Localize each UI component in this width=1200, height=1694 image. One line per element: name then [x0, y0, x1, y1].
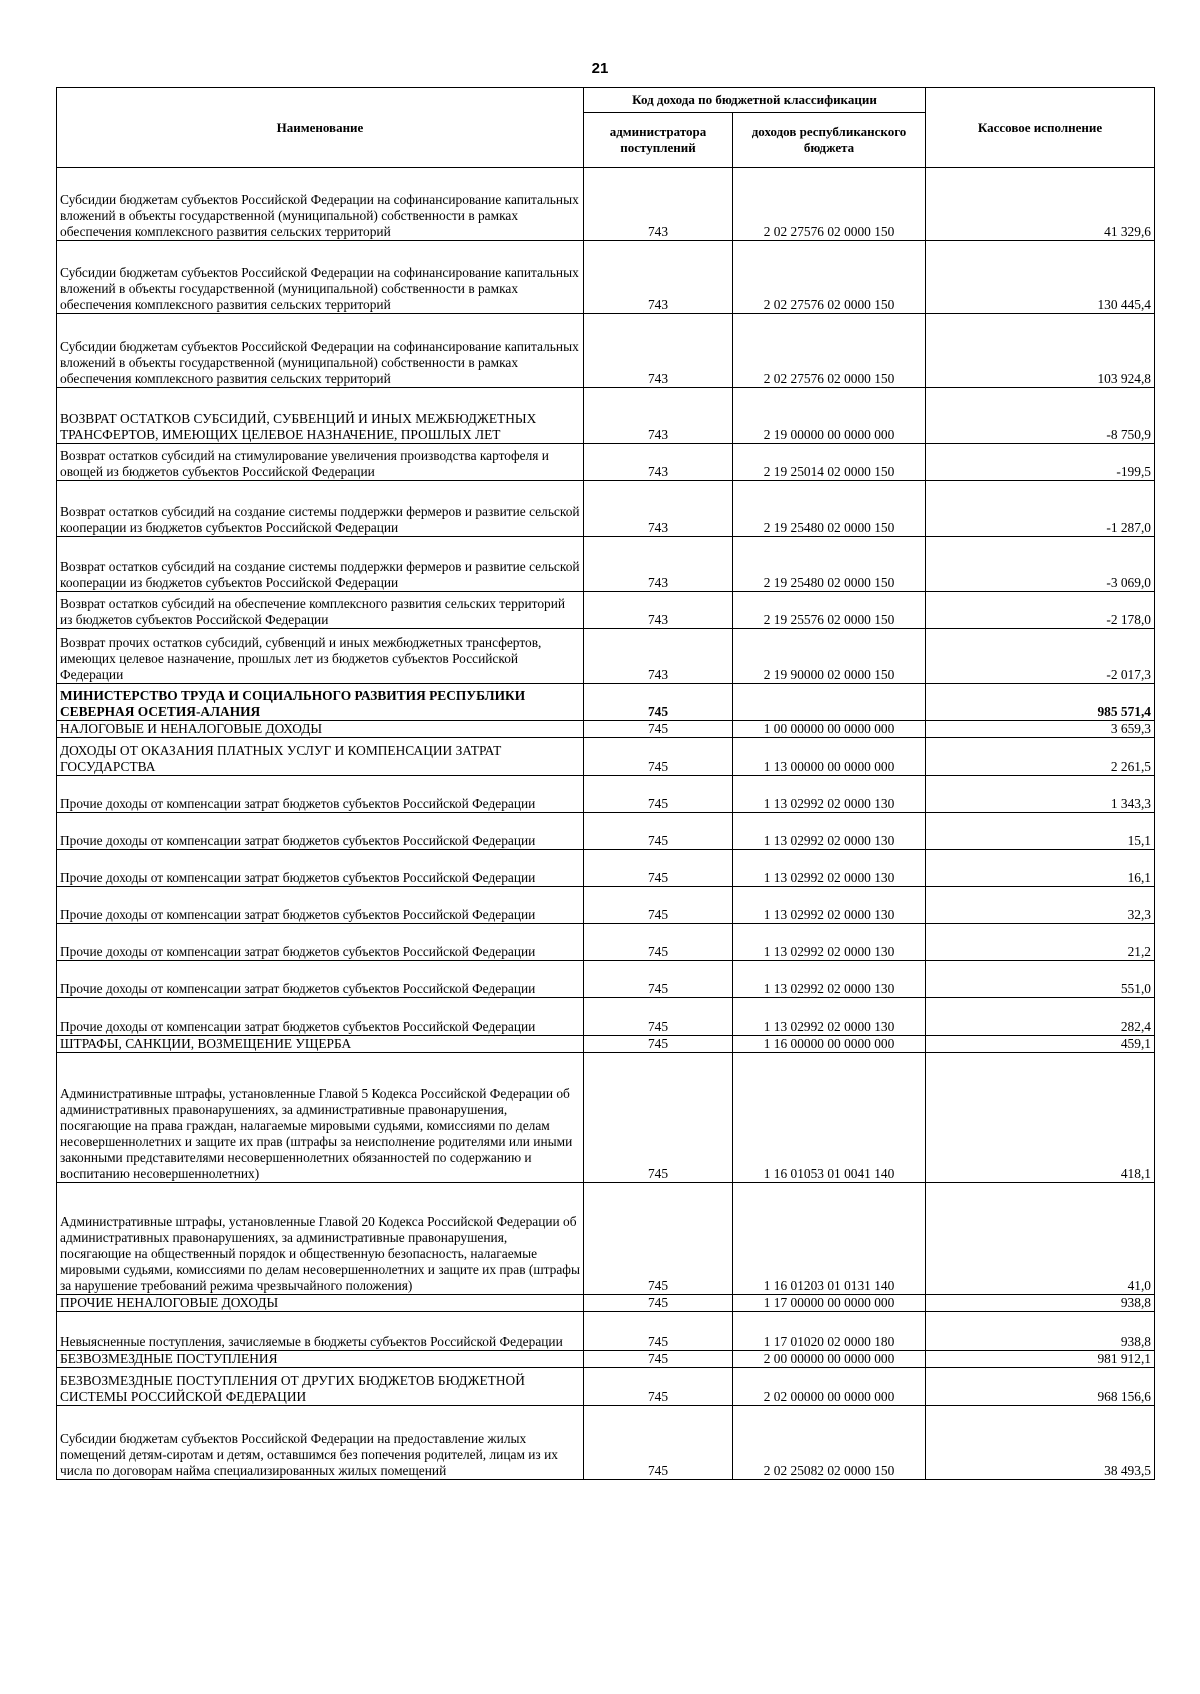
row-amount: 985 571,4 — [926, 684, 1155, 721]
table-row — [57, 684, 1155, 721]
row-name: НАЛОГОВЫЕ И НЕНАЛОГОВЫЕ ДОХОДЫ — [57, 721, 584, 738]
table-row — [57, 961, 1155, 998]
row-amount: 16,1 — [926, 850, 1155, 887]
row-income-code: 1 13 02992 02 0000 130 — [733, 887, 926, 924]
table-row — [57, 1295, 1155, 1312]
row-income-code: 1 13 00000 00 0000 000 — [733, 738, 926, 776]
row-admin-code: 743 — [584, 444, 733, 481]
table-row — [57, 998, 1155, 1036]
header-income: доходов республиканского бюджета — [733, 113, 926, 168]
row-admin-code: 745 — [584, 776, 733, 813]
row-income-code: 1 13 02992 02 0000 130 — [733, 998, 926, 1036]
row-name: Субсидии бюджетам субъектов Российской Федерации на софинансирование капитальных вложений в объекты государственной (муниципальной) собственности в рамках обеспечения комплексного развития сельских территорий — [57, 241, 584, 314]
table-row — [57, 629, 1155, 684]
row-income-code: 1 13 02992 02 0000 130 — [733, 961, 926, 998]
row-amount: 130 445,4 — [926, 241, 1155, 314]
row-income-code: 1 13 02992 02 0000 130 — [733, 813, 926, 850]
table-row — [57, 776, 1155, 813]
row-admin-code: 745 — [584, 924, 733, 961]
row-admin-code: 743 — [584, 629, 733, 684]
row-name: Возврат остатков субсидий на создание системы поддержки фермеров и развитие сельской кооперации из бюджетов субъектов Российской Федерации — [57, 537, 584, 592]
row-amount: 1 343,3 — [926, 776, 1155, 813]
table-row — [57, 592, 1155, 629]
row-name: Возврат остатков субсидий на обеспечение комплексного развития сельских территорий из бюджетов субъектов Российской Федерации — [57, 592, 584, 629]
row-name: Прочие доходы от компенсации затрат бюджетов субъектов Российской Федерации — [57, 924, 584, 961]
table-row — [57, 1351, 1155, 1368]
row-admin-code: 743 — [584, 241, 733, 314]
row-income-code: 2 02 27576 02 0000 150 — [733, 314, 926, 388]
table-row — [57, 738, 1155, 776]
row-income-code: 2 19 25576 02 0000 150 — [733, 592, 926, 629]
row-amount: -1 287,0 — [926, 481, 1155, 537]
row-name: ПРОЧИЕ НЕНАЛОГОВЫЕ ДОХОДЫ — [57, 1295, 584, 1312]
row-name: ДОХОДЫ ОТ ОКАЗАНИЯ ПЛАТНЫХ УСЛУГ И КОМПЕНСАЦИИ ЗАТРАТ ГОСУДАРСТВА — [57, 738, 584, 776]
row-amount: -8 750,9 — [926, 388, 1155, 444]
row-name: Административные штрафы, установленные Главой 5 Кодекса Российской Федерации об административных правонарушениях, за административные правонарушения, посягающие на права граждан, налагаемые мировыми судьями, комиссиями по делам несовершеннолетних и защите их прав (штрафы за неисполнение родителями или иными законными представителями несовершеннолетних обязанностей по содержанию и воспитанию несовершеннолетних) — [57, 1053, 584, 1183]
row-name: Субсидии бюджетам субъектов Российской Федерации на предоставление жилых помещений детям-сиротам и детям, оставшимся без попечения родителей, лицам из их числа по договорам найма специализированных жилых помещений — [57, 1406, 584, 1480]
table-row — [57, 721, 1155, 738]
row-amount: -2 178,0 — [926, 592, 1155, 629]
row-admin-code: 745 — [584, 1368, 733, 1406]
row-amount: 41 329,6 — [926, 168, 1155, 241]
table-row — [57, 168, 1155, 241]
row-amount: 103 924,8 — [926, 314, 1155, 388]
row-amount: 551,0 — [926, 961, 1155, 998]
row-admin-code: 745 — [584, 961, 733, 998]
row-income-code: 1 16 01053 01 0041 140 — [733, 1053, 926, 1183]
row-name: Невыясненные поступления, зачисляемые в бюджеты субъектов Российской Федерации — [57, 1312, 584, 1351]
row-income-code: 1 13 02992 02 0000 130 — [733, 924, 926, 961]
row-income-code: 1 16 01203 01 0131 140 — [733, 1183, 926, 1295]
table-row — [57, 813, 1155, 850]
row-income-code: 2 02 00000 00 0000 000 — [733, 1368, 926, 1406]
row-income-code: 2 02 27576 02 0000 150 — [733, 168, 926, 241]
table-row — [57, 314, 1155, 388]
row-amount: -199,5 — [926, 444, 1155, 481]
table-row — [57, 1036, 1155, 1053]
row-admin-code: 745 — [584, 1312, 733, 1351]
row-admin-code: 743 — [584, 592, 733, 629]
header-name: Наименование — [57, 88, 584, 168]
header-admin: администратора поступлений — [584, 113, 733, 168]
row-admin-code: 745 — [584, 998, 733, 1036]
row-name: Прочие доходы от компенсации затрат бюджетов субъектов Российской Федерации — [57, 887, 584, 924]
table-row — [57, 1183, 1155, 1295]
row-amount: 968 156,6 — [926, 1368, 1155, 1406]
row-income-code: 2 19 25480 02 0000 150 — [733, 537, 926, 592]
row-income-code: 1 17 01020 02 0000 180 — [733, 1312, 926, 1351]
row-admin-code: 745 — [584, 738, 733, 776]
row-income-code: 2 00 00000 00 0000 000 — [733, 1351, 926, 1368]
row-admin-code: 745 — [584, 721, 733, 738]
row-amount: -2 017,3 — [926, 629, 1155, 684]
row-income-code — [733, 684, 926, 721]
row-income-code: 2 19 00000 00 0000 000 — [733, 388, 926, 444]
row-name: Прочие доходы от компенсации затрат бюджетов субъектов Российской Федерации — [57, 998, 584, 1036]
row-admin-code: 743 — [584, 314, 733, 388]
row-admin-code: 745 — [584, 887, 733, 924]
row-name: БЕЗВОЗМЕЗДНЫЕ ПОСТУПЛЕНИЯ ОТ ДРУГИХ БЮДЖЕТОВ БЮДЖЕТНОЙ СИСТЕМЫ РОССИЙСКОЙ ФЕДЕРАЦИИ — [57, 1368, 584, 1406]
row-amount: 938,8 — [926, 1312, 1155, 1351]
row-name: Прочие доходы от компенсации затрат бюджетов субъектов Российской Федерации — [57, 776, 584, 813]
row-admin-code: 743 — [584, 537, 733, 592]
header-amount: Кассовое исполнение — [926, 88, 1155, 168]
row-amount: 2 261,5 — [926, 738, 1155, 776]
table-row — [57, 1312, 1155, 1351]
row-admin-code: 745 — [584, 1183, 733, 1295]
table-row — [57, 481, 1155, 537]
row-name: Прочие доходы от компенсации затрат бюджетов субъектов Российской Федерации — [57, 961, 584, 998]
row-name: Прочие доходы от компенсации затрат бюджетов субъектов Российской Федерации — [57, 850, 584, 887]
row-name: Возврат прочих остатков субсидий, субвенций и иных межбюджетных трансфертов, имеющих целевое назначение, прошлых лет из бюджетов субъектов Российской Федерации — [57, 629, 584, 684]
table-row — [57, 1368, 1155, 1406]
table-row — [57, 887, 1155, 924]
row-admin-code: 745 — [584, 1351, 733, 1368]
row-amount: 938,8 — [926, 1295, 1155, 1312]
row-amount: 418,1 — [926, 1053, 1155, 1183]
row-amount: -3 069,0 — [926, 537, 1155, 592]
table-body — [57, 168, 1155, 1480]
row-name: Прочие доходы от компенсации затрат бюджетов субъектов Российской Федерации — [57, 813, 584, 850]
row-admin-code: 745 — [584, 1036, 733, 1053]
row-income-code: 2 19 90000 02 0000 150 — [733, 629, 926, 684]
page-number: 21 — [591, 60, 609, 77]
budget-table — [56, 87, 1155, 1480]
row-name: Административные штрафы, установленные Главой 20 Кодекса Российской Федерации об административных правонарушениях, за административные правонарушения, посягающие на общественный порядок и общественную безопасность, налагаемые мировыми судьями, комиссиями по делам несовершеннолетних и защите их прав (штрафы за нарушение требований режима чрезвычайного положения) — [57, 1183, 584, 1295]
table-header — [57, 88, 1155, 168]
table-row — [57, 1406, 1155, 1480]
table-row — [57, 388, 1155, 444]
row-admin-code: 745 — [584, 1295, 733, 1312]
row-name: Возврат остатков субсидий на создание системы поддержки фермеров и развитие сельской кооперации из бюджетов субъектов Российской Федерации — [57, 481, 584, 537]
row-amount: 282,4 — [926, 998, 1155, 1036]
row-amount: 32,3 — [926, 887, 1155, 924]
row-name: БЕЗВОЗМЕЗДНЫЕ ПОСТУПЛЕНИЯ — [57, 1351, 584, 1368]
header-code-group: Код дохода по бюджетной классификации — [584, 88, 926, 113]
row-income-code: 1 17 00000 00 0000 000 — [733, 1295, 926, 1312]
row-admin-code: 745 — [584, 684, 733, 721]
row-amount: 15,1 — [926, 813, 1155, 850]
row-income-code: 1 13 02992 02 0000 130 — [733, 776, 926, 813]
row-income-code: 2 02 27576 02 0000 150 — [733, 241, 926, 314]
row-name: ВОЗВРАТ ОСТАТКОВ СУБСИДИЙ, СУБВЕНЦИЙ И ИНЫХ МЕЖБЮДЖЕТНЫХ ТРАНСФЕРТОВ, ИМЕЮЩИХ ЦЕЛЕВОЕ НАЗНАЧЕНИЕ, ПРОШЛЫХ ЛЕТ — [57, 388, 584, 444]
row-name: Субсидии бюджетам субъектов Российской Федерации на софинансирование капитальных вложений в объекты государственной (муниципальной) собственности в рамках обеспечения комплексного развития сельских территорий — [57, 168, 584, 241]
row-income-code: 1 16 00000 00 0000 000 — [733, 1036, 926, 1053]
row-admin-code: 743 — [584, 388, 733, 444]
row-name: Субсидии бюджетам субъектов Российской Федерации на софинансирование капитальных вложений в объекты государственной (муниципальной) собственности в рамках обеспечения комплексного развития сельских территорий — [57, 314, 584, 388]
row-amount: 41,0 — [926, 1183, 1155, 1295]
row-name: ШТРАФЫ, САНКЦИИ, ВОЗМЕЩЕНИЕ УЩЕРБА — [57, 1036, 584, 1053]
row-income-code: 1 13 02992 02 0000 130 — [733, 850, 926, 887]
row-amount: 38 493,5 — [926, 1406, 1155, 1480]
row-income-code: 1 00 00000 00 0000 000 — [733, 721, 926, 738]
row-admin-code: 745 — [584, 1406, 733, 1480]
row-name: Возврат остатков субсидий на стимулирование увеличения производства картофеля и овощей из бюджетов субъектов Российской Федерации — [57, 444, 584, 481]
row-amount: 21,2 — [926, 924, 1155, 961]
row-income-code: 2 19 25480 02 0000 150 — [733, 481, 926, 537]
table-row — [57, 924, 1155, 961]
row-admin-code: 743 — [584, 481, 733, 537]
table-row — [57, 537, 1155, 592]
table-row — [57, 850, 1155, 887]
row-admin-code: 745 — [584, 813, 733, 850]
row-admin-code: 743 — [584, 168, 733, 241]
row-income-code: 2 02 25082 02 0000 150 — [733, 1406, 926, 1480]
row-admin-code: 745 — [584, 1053, 733, 1183]
table-row — [57, 444, 1155, 481]
row-amount: 981 912,1 — [926, 1351, 1155, 1368]
row-income-code: 2 19 25014 02 0000 150 — [733, 444, 926, 481]
row-name: МИНИСТЕРСТВО ТРУДА И СОЦИАЛЬНОГО РАЗВИТИЯ РЕСПУБЛИКИ СЕВЕРНАЯ ОСЕТИЯ-АЛАНИЯ — [57, 684, 584, 721]
table-row — [57, 1053, 1155, 1183]
table-row — [57, 241, 1155, 314]
row-amount: 3 659,3 — [926, 721, 1155, 738]
row-admin-code: 745 — [584, 850, 733, 887]
row-amount: 459,1 — [926, 1036, 1155, 1053]
